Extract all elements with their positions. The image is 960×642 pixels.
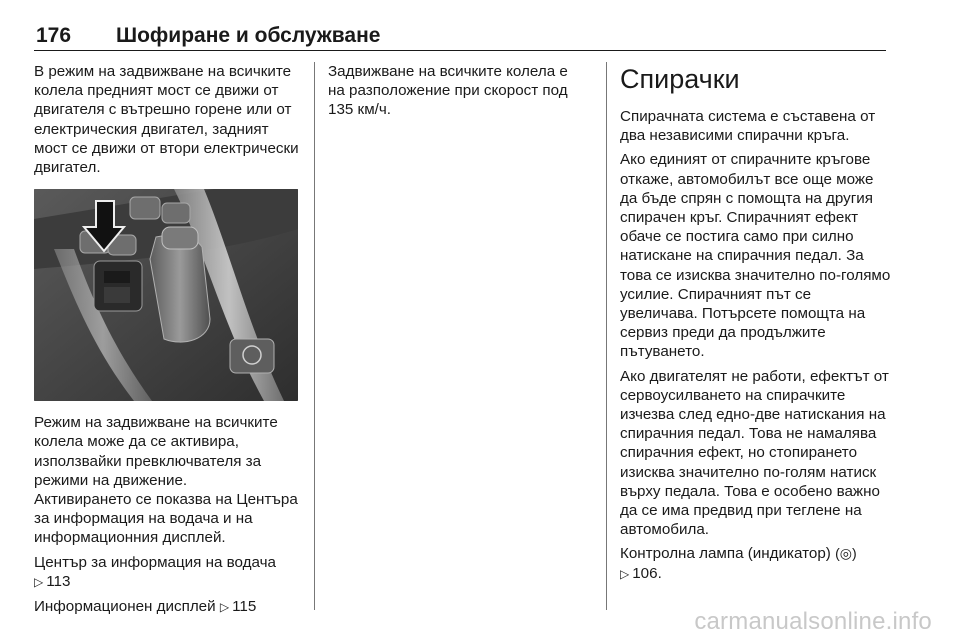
- reference-page: 115: [232, 598, 257, 616]
- chapter-title: Шофиране и обслужване: [116, 24, 381, 47]
- brakes-paragraph-1: Спирачната система е съставена от два независими спирачни кръга.: [620, 108, 876, 145]
- column-divider: [314, 62, 315, 610]
- section-title-brakes: Спирачки: [620, 64, 740, 94]
- watermark: carmanualsonline.info: [694, 608, 932, 635]
- reference-page: 106.: [632, 564, 662, 582]
- page-number: 176: [36, 24, 72, 47]
- column-divider: [606, 62, 607, 610]
- brake-warning-lamp-icon: (◎): [835, 545, 857, 562]
- reference-text: Център за информация на водача: [34, 553, 276, 571]
- brakes-paragraph-3: Ако двигателят не работи, ефектът от сервоусилването на спирачките изчезва след едно-две натискания на спирачния педал. Това не намалява спирачния ефект, но стопирането изисква значително по-голям натиск върху педала. Това е особено важно да се има предвид при теглене на автомобила.: [620, 367, 889, 539]
- triangle-reference-icon: ▷: [34, 574, 44, 589]
- reference-page: 113: [46, 572, 71, 590]
- awd-mode-paragraph: В режим на задвижване на всичките колела предният мост се движи от двигателя с вътрешно горене или от електрическия двигател, задният мост се движи от втори електрически двигател.: [34, 63, 299, 177]
- drive-mode-switch-figure: [34, 189, 298, 401]
- brakes-paragraph-2: Ако единият от спирачните кръгове откаже, автомобилът все още може да бъде спрян с помощта на другия спирачен кръг. Спирачният ефект обаче се постига само при силно натискане на спирачния педал. За това се изисква значително по-голямо усилие. Спирачният път се увеличава. Потърсете помощта на сервиз преди да продължите пътуването.: [620, 151, 891, 361]
- lamp-text: Контролна лампа (индикатор): [620, 545, 831, 563]
- figure-caption-activation: Режим на задвижване на всичките колела може да се активира, използвайки превключвателя за режими на движение.: [34, 414, 278, 489]
- triangle-reference-icon: ▷: [219, 600, 230, 615]
- column-1: [34, 62, 302, 622]
- page-header: [34, 22, 886, 51]
- brakes-warning-lamp-reference[interactable]: [620, 544, 892, 583]
- reference-info-display[interactable]: [34, 597, 302, 617]
- center-console-illustration: [34, 189, 298, 401]
- column-3: [620, 62, 892, 589]
- column-2: [328, 62, 588, 125]
- reference-driver-info-center[interactable]: [34, 553, 302, 592]
- awd-speed-paragraph: Задвижване на всичките колела е на разположение при скорост под 135 км/ч.: [328, 63, 568, 119]
- triangle-reference-icon: ▷: [620, 566, 630, 581]
- reference-text: Информационен дисплей: [34, 598, 216, 616]
- figure-caption-indication: Активирането се показва на Центъра за информация на водача и на информационния дисплей.: [34, 491, 298, 547]
